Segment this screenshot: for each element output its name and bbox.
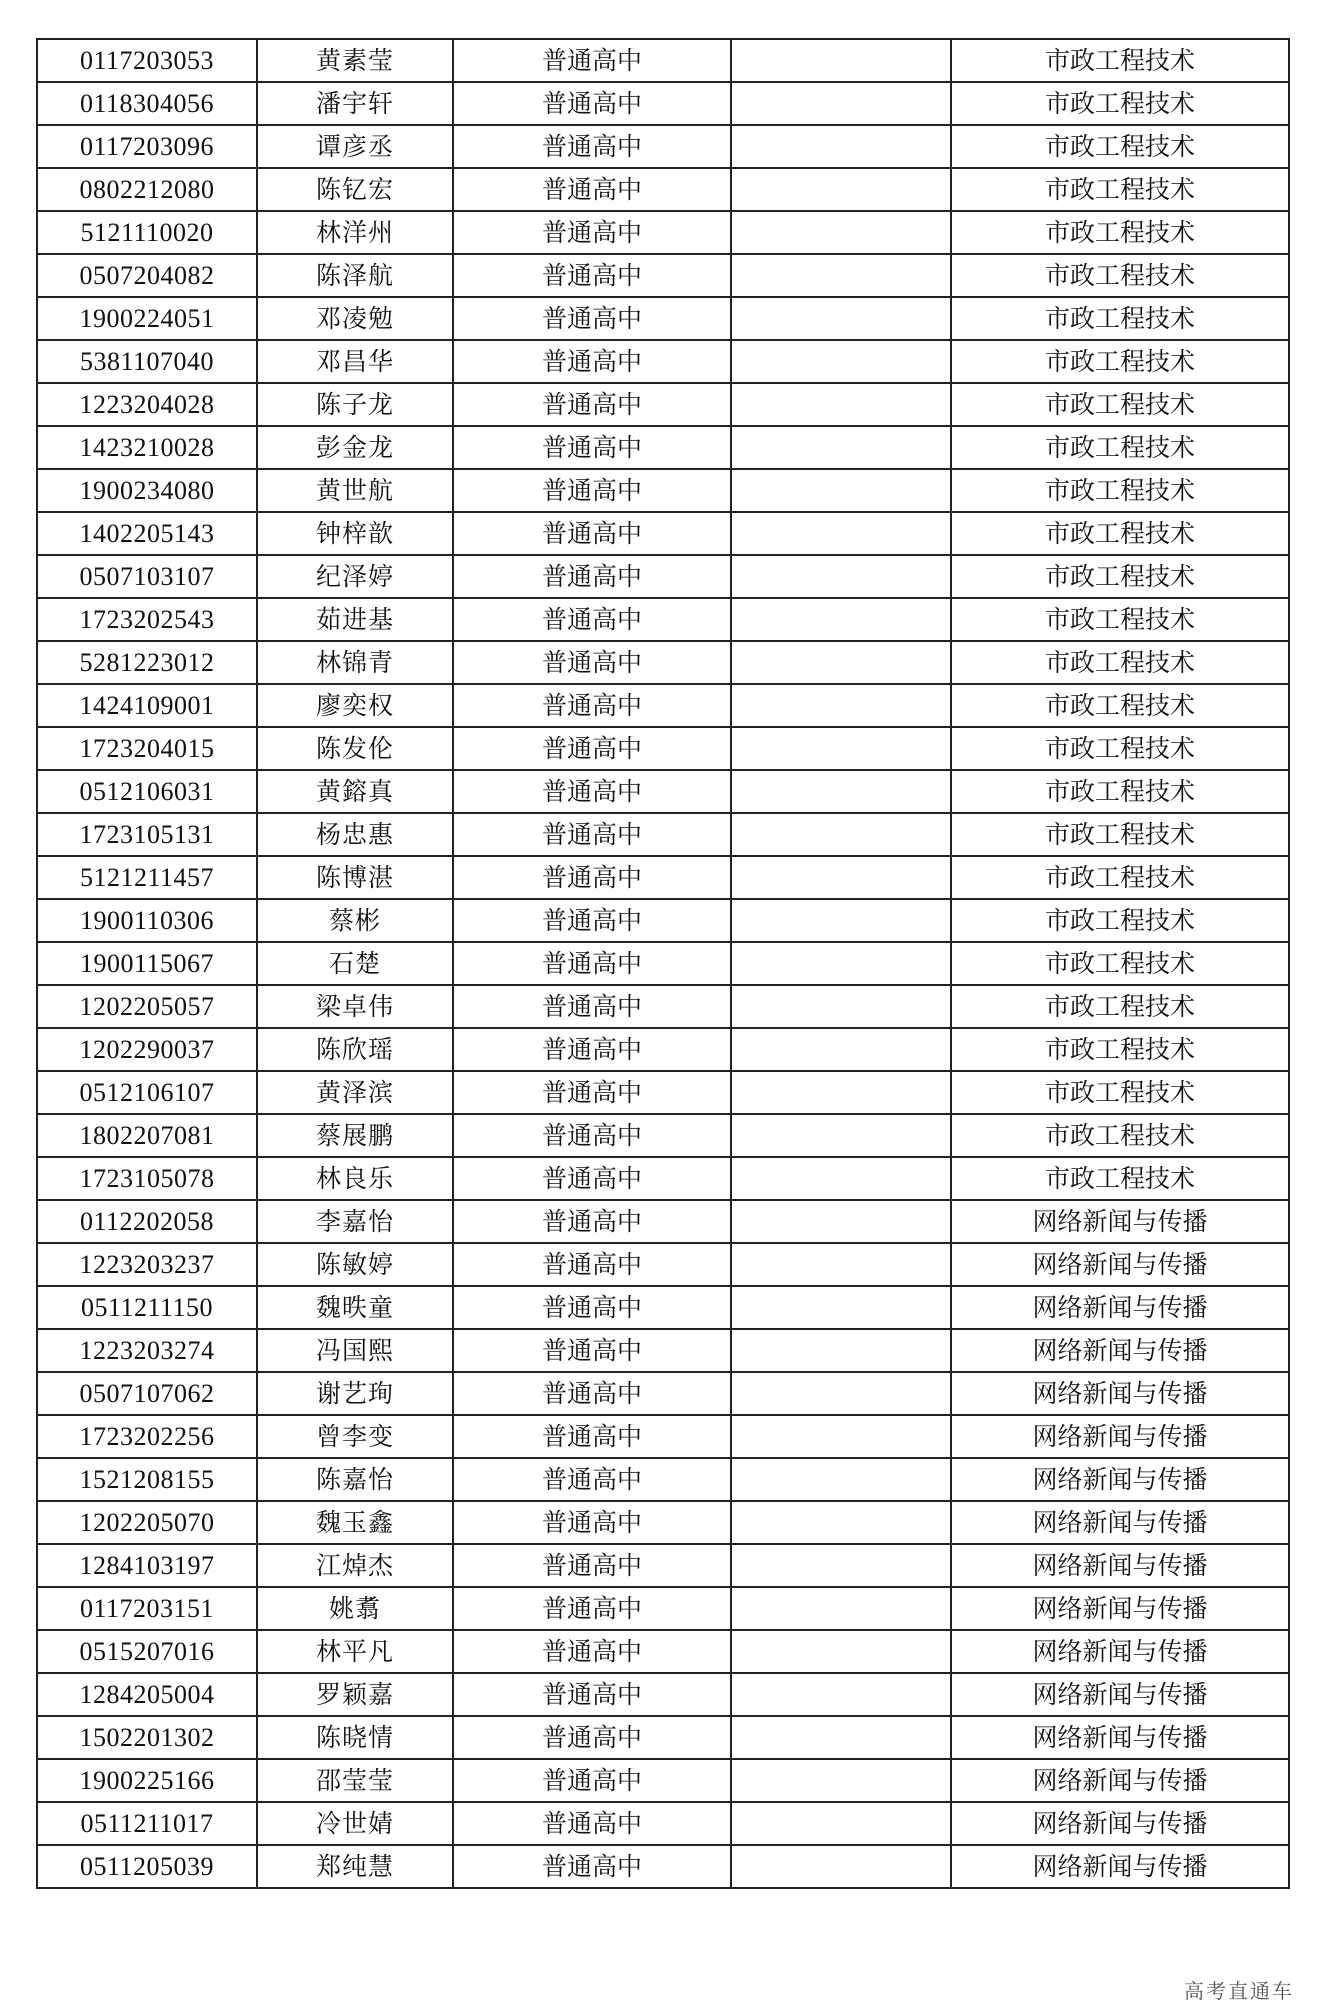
exam-id-cell: 0512106107: [37, 1071, 257, 1114]
school-type-cell: 普通高中: [453, 1458, 731, 1501]
student-name-cell: 茹进基: [257, 598, 453, 641]
blank-cell: [731, 1243, 951, 1286]
major-cell: 市政工程技术: [951, 211, 1289, 254]
blank-cell: [731, 1458, 951, 1501]
school-type-cell: 普通高中: [453, 426, 731, 469]
school-type-cell: 普通高中: [453, 39, 731, 82]
school-type-cell: 普通高中: [453, 82, 731, 125]
school-type-cell: 普通高中: [453, 770, 731, 813]
blank-cell: [731, 1028, 951, 1071]
exam-id-cell: 1900234080: [37, 469, 257, 512]
school-type-cell: 普通高中: [453, 1243, 731, 1286]
table-row: [37, 297, 1289, 340]
table-row: [37, 1114, 1289, 1157]
exam-id-cell: 1223204028: [37, 383, 257, 426]
school-type-cell: 普通高中: [453, 598, 731, 641]
major-cell: 市政工程技术: [951, 469, 1289, 512]
student-name-cell: 姚翥: [257, 1587, 453, 1630]
major-cell: 市政工程技术: [951, 641, 1289, 684]
table-row: [37, 512, 1289, 555]
exam-id-cell: 1223203237: [37, 1243, 257, 1286]
school-type-cell: 普通高中: [453, 1114, 731, 1157]
major-cell: 网络新闻与传播: [951, 1200, 1289, 1243]
table-row: [37, 641, 1289, 684]
blank-cell: [731, 856, 951, 899]
major-cell: 市政工程技术: [951, 684, 1289, 727]
table-row: [37, 856, 1289, 899]
school-type-cell: 普通高中: [453, 684, 731, 727]
exam-id-cell: 5121211457: [37, 856, 257, 899]
exam-id-cell: 1900225166: [37, 1759, 257, 1802]
watermark-text: 高考直通车: [1184, 1979, 1294, 2003]
blank-cell: [731, 1157, 951, 1200]
exam-id-cell: 1502201302: [37, 1716, 257, 1759]
major-cell: 网络新闻与传播: [951, 1630, 1289, 1673]
major-cell: 市政工程技术: [951, 426, 1289, 469]
school-type-cell: 普通高中: [453, 1372, 731, 1415]
table-row: [37, 1372, 1289, 1415]
school-type-cell: 普通高中: [453, 168, 731, 211]
blank-cell: [731, 985, 951, 1028]
exam-id-cell: 1723202543: [37, 598, 257, 641]
table-row: [37, 340, 1289, 383]
table-row: [37, 383, 1289, 426]
student-name-cell: 林锦青: [257, 641, 453, 684]
student-name-cell: 纪泽婷: [257, 555, 453, 598]
school-type-cell: 普通高中: [453, 1200, 731, 1243]
table-row: [37, 1587, 1289, 1630]
student-name-cell: 陈嘉怡: [257, 1458, 453, 1501]
blank-cell: [731, 1630, 951, 1673]
school-type-cell: 普通高中: [453, 1587, 731, 1630]
table-row: [37, 1845, 1289, 1888]
major-cell: 市政工程技术: [951, 168, 1289, 211]
blank-cell: [731, 1587, 951, 1630]
major-cell: 市政工程技术: [951, 340, 1289, 383]
school-type-cell: 普通高中: [453, 985, 731, 1028]
table-row: [37, 985, 1289, 1028]
major-cell: 市政工程技术: [951, 512, 1289, 555]
student-name-cell: 梁卓伟: [257, 985, 453, 1028]
blank-cell: [731, 125, 951, 168]
table-row: [37, 1458, 1289, 1501]
exam-id-cell: 1900110306: [37, 899, 257, 942]
school-type-cell: 普通高中: [453, 1673, 731, 1716]
student-name-cell: 陈子龙: [257, 383, 453, 426]
major-cell: 市政工程技术: [951, 770, 1289, 813]
major-cell: 市政工程技术: [951, 254, 1289, 297]
blank-cell: [731, 211, 951, 254]
table-row: [37, 1544, 1289, 1587]
table-row: [37, 1329, 1289, 1372]
major-cell: 网络新闻与传播: [951, 1759, 1289, 1802]
blank-cell: [731, 598, 951, 641]
student-name-cell: 邵莹莹: [257, 1759, 453, 1802]
student-name-cell: 李嘉怡: [257, 1200, 453, 1243]
table-row: [37, 770, 1289, 813]
blank-cell: [731, 942, 951, 985]
exam-id-cell: 0512106031: [37, 770, 257, 813]
school-type-cell: 普通高中: [453, 254, 731, 297]
major-cell: 市政工程技术: [951, 598, 1289, 641]
major-cell: 市政工程技术: [951, 813, 1289, 856]
exam-id-cell: 0507103107: [37, 555, 257, 598]
major-cell: 市政工程技术: [951, 1157, 1289, 1200]
blank-cell: [731, 168, 951, 211]
blank-cell: [731, 1329, 951, 1372]
major-cell: 市政工程技术: [951, 555, 1289, 598]
table-row: [37, 211, 1289, 254]
student-name-cell: 蔡展鹏: [257, 1114, 453, 1157]
school-type-cell: 普通高中: [453, 125, 731, 168]
major-cell: 市政工程技术: [951, 899, 1289, 942]
school-type-cell: 普通高中: [453, 813, 731, 856]
exam-id-cell: 0515207016: [37, 1630, 257, 1673]
blank-cell: [731, 426, 951, 469]
major-cell: 市政工程技术: [951, 727, 1289, 770]
student-name-cell: 林洋州: [257, 211, 453, 254]
exam-id-cell: 0112202058: [37, 1200, 257, 1243]
blank-cell: [731, 641, 951, 684]
school-type-cell: 普通高中: [453, 1802, 731, 1845]
table-row: [37, 1673, 1289, 1716]
table-row: [37, 39, 1289, 82]
student-name-cell: 钟梓歆: [257, 512, 453, 555]
exam-id-cell: 1423210028: [37, 426, 257, 469]
student-name-cell: 冷世婧: [257, 1802, 453, 1845]
major-cell: 市政工程技术: [951, 297, 1289, 340]
exam-id-cell: 1223203274: [37, 1329, 257, 1372]
school-type-cell: 普通高中: [453, 1329, 731, 1372]
exam-id-cell: 1900115067: [37, 942, 257, 985]
student-name-cell: 曾李变: [257, 1415, 453, 1458]
student-name-cell: 谭彦丞: [257, 125, 453, 168]
table-row: [37, 125, 1289, 168]
school-type-cell: 普通高中: [453, 469, 731, 512]
student-name-cell: 陈欣瑶: [257, 1028, 453, 1071]
school-type-cell: 普通高中: [453, 1071, 731, 1114]
student-name-cell: 黄世航: [257, 469, 453, 512]
exam-id-cell: 1723105078: [37, 1157, 257, 1200]
blank-cell: [731, 684, 951, 727]
table-row: [37, 426, 1289, 469]
exam-id-cell: 1202205070: [37, 1501, 257, 1544]
major-cell: 网络新闻与传播: [951, 1458, 1289, 1501]
blank-cell: [731, 254, 951, 297]
table-row: [37, 1716, 1289, 1759]
student-name-cell: 林良乐: [257, 1157, 453, 1200]
blank-cell: [731, 39, 951, 82]
table-row: [37, 813, 1289, 856]
exam-id-cell: 5381107040: [37, 340, 257, 383]
school-type-cell: 普通高中: [453, 856, 731, 899]
exam-id-cell: 0511211017: [37, 1802, 257, 1845]
major-cell: 市政工程技术: [951, 383, 1289, 426]
blank-cell: [731, 1501, 951, 1544]
blank-cell: [731, 727, 951, 770]
table-row: [37, 1071, 1289, 1114]
exam-id-cell: 5121110020: [37, 211, 257, 254]
exam-id-cell: 1202290037: [37, 1028, 257, 1071]
table-row: [37, 1028, 1289, 1071]
exam-id-cell: 0507204082: [37, 254, 257, 297]
major-cell: 市政工程技术: [951, 1071, 1289, 1114]
exam-id-cell: 1802207081: [37, 1114, 257, 1157]
exam-id-cell: 0507107062: [37, 1372, 257, 1415]
student-name-cell: 邓凌勉: [257, 297, 453, 340]
major-cell: 网络新闻与传播: [951, 1544, 1289, 1587]
exam-id-cell: 1900224051: [37, 297, 257, 340]
table-row: [37, 1415, 1289, 1458]
school-type-cell: 普通高中: [453, 1544, 731, 1587]
student-name-cell: 魏昳童: [257, 1286, 453, 1329]
exam-id-cell: 1723204015: [37, 727, 257, 770]
major-cell: 网络新闻与传播: [951, 1501, 1289, 1544]
blank-cell: [731, 813, 951, 856]
blank-cell: [731, 1200, 951, 1243]
major-cell: 网络新闻与传播: [951, 1329, 1289, 1372]
exam-id-cell: 0117203053: [37, 39, 257, 82]
table-row: [37, 598, 1289, 641]
blank-cell: [731, 1114, 951, 1157]
student-name-cell: 江焯杰: [257, 1544, 453, 1587]
student-name-cell: 陈博湛: [257, 856, 453, 899]
student-name-cell: 陈泽航: [257, 254, 453, 297]
blank-cell: [731, 1415, 951, 1458]
major-cell: 网络新闻与传播: [951, 1243, 1289, 1286]
exam-id-cell: 0511211150: [37, 1286, 257, 1329]
major-cell: 市政工程技术: [951, 82, 1289, 125]
exam-id-cell: 1723105131: [37, 813, 257, 856]
student-name-cell: 黄素莹: [257, 39, 453, 82]
major-cell: 网络新闻与传播: [951, 1415, 1289, 1458]
table-body: [37, 39, 1289, 1888]
major-cell: 网络新闻与传播: [951, 1802, 1289, 1845]
blank-cell: [731, 1845, 951, 1888]
table-row: [37, 1802, 1289, 1845]
exam-id-cell: 1202205057: [37, 985, 257, 1028]
major-cell: 市政工程技术: [951, 39, 1289, 82]
school-type-cell: 普通高中: [453, 1716, 731, 1759]
major-cell: 市政工程技术: [951, 1114, 1289, 1157]
exam-id-cell: 0802212080: [37, 168, 257, 211]
exam-id-cell: 1284205004: [37, 1673, 257, 1716]
table-row: [37, 899, 1289, 942]
student-admission-table: [36, 38, 1290, 1889]
table-row: [37, 1200, 1289, 1243]
table-row: [37, 82, 1289, 125]
blank-cell: [731, 512, 951, 555]
school-type-cell: 普通高中: [453, 1028, 731, 1071]
school-type-cell: 普通高中: [453, 1759, 731, 1802]
school-type-cell: 普通高中: [453, 641, 731, 684]
school-type-cell: 普通高中: [453, 1501, 731, 1544]
major-cell: 网络新闻与传播: [951, 1587, 1289, 1630]
school-type-cell: 普通高中: [453, 211, 731, 254]
blank-cell: [731, 899, 951, 942]
school-type-cell: 普通高中: [453, 727, 731, 770]
major-cell: 市政工程技术: [951, 1028, 1289, 1071]
school-type-cell: 普通高中: [453, 1415, 731, 1458]
blank-cell: [731, 1286, 951, 1329]
student-name-cell: 陈敏婷: [257, 1243, 453, 1286]
major-cell: 网络新闻与传播: [951, 1845, 1289, 1888]
student-name-cell: 蔡彬: [257, 899, 453, 942]
student-name-cell: 林平凡: [257, 1630, 453, 1673]
blank-cell: [731, 1673, 951, 1716]
blank-cell: [731, 340, 951, 383]
school-type-cell: 普通高中: [453, 1630, 731, 1673]
blank-cell: [731, 1372, 951, 1415]
student-name-cell: 黄鎔真: [257, 770, 453, 813]
student-name-cell: 彭金龙: [257, 426, 453, 469]
school-type-cell: 普通高中: [453, 1286, 731, 1329]
school-type-cell: 普通高中: [453, 297, 731, 340]
school-type-cell: 普通高中: [453, 512, 731, 555]
table-row: [37, 168, 1289, 211]
student-name-cell: 杨忠惠: [257, 813, 453, 856]
student-name-cell: 廖奕权: [257, 684, 453, 727]
student-name-cell: 潘宇轩: [257, 82, 453, 125]
blank-cell: [731, 555, 951, 598]
table-row: [37, 727, 1289, 770]
major-cell: 市政工程技术: [951, 856, 1289, 899]
exam-id-cell: 1521208155: [37, 1458, 257, 1501]
table-row: [37, 1157, 1289, 1200]
table-row: [37, 942, 1289, 985]
major-cell: 网络新闻与传播: [951, 1716, 1289, 1759]
table-row: [37, 254, 1289, 297]
school-type-cell: 普通高中: [453, 340, 731, 383]
student-name-cell: 谢艺珣: [257, 1372, 453, 1415]
blank-cell: [731, 1071, 951, 1114]
exam-id-cell: 1723202256: [37, 1415, 257, 1458]
exam-id-cell: 0118304056: [37, 82, 257, 125]
student-name-cell: 石楚: [257, 942, 453, 985]
exam-id-cell: 1402205143: [37, 512, 257, 555]
school-type-cell: 普通高中: [453, 555, 731, 598]
student-name-cell: 冯国熙: [257, 1329, 453, 1372]
blank-cell: [731, 1544, 951, 1587]
student-name-cell: 陈发伦: [257, 727, 453, 770]
blank-cell: [731, 1716, 951, 1759]
major-cell: 网络新闻与传播: [951, 1673, 1289, 1716]
table-row: [37, 1501, 1289, 1544]
student-name-cell: 陈钇宏: [257, 168, 453, 211]
student-name-cell: 邓昌华: [257, 340, 453, 383]
blank-cell: [731, 82, 951, 125]
major-cell: 市政工程技术: [951, 125, 1289, 168]
blank-cell: [731, 383, 951, 426]
exam-id-cell: 0117203151: [37, 1587, 257, 1630]
student-name-cell: 黄泽滨: [257, 1071, 453, 1114]
major-cell: 网络新闻与传播: [951, 1372, 1289, 1415]
table-row: [37, 684, 1289, 727]
school-type-cell: 普通高中: [453, 942, 731, 985]
exam-id-cell: 0511205039: [37, 1845, 257, 1888]
blank-cell: [731, 297, 951, 340]
blank-cell: [731, 770, 951, 813]
school-type-cell: 普通高中: [453, 1845, 731, 1888]
school-type-cell: 普通高中: [453, 899, 731, 942]
table-row: [37, 1759, 1289, 1802]
major-cell: 网络新闻与传播: [951, 1286, 1289, 1329]
exam-id-cell: 1424109001: [37, 684, 257, 727]
school-type-cell: 普通高中: [453, 383, 731, 426]
blank-cell: [731, 469, 951, 512]
major-cell: 市政工程技术: [951, 942, 1289, 985]
table-row: [37, 469, 1289, 512]
student-name-cell: 魏玉鑫: [257, 1501, 453, 1544]
blank-cell: [731, 1759, 951, 1802]
student-name-cell: 陈晓情: [257, 1716, 453, 1759]
table-row: [37, 1243, 1289, 1286]
table-row: [37, 1286, 1289, 1329]
exam-id-cell: 0117203096: [37, 125, 257, 168]
student-name-cell: 郑纯慧: [257, 1845, 453, 1888]
exam-id-cell: 1284103197: [37, 1544, 257, 1587]
school-type-cell: 普通高中: [453, 1157, 731, 1200]
table-row: [37, 1630, 1289, 1673]
table-row: [37, 555, 1289, 598]
exam-id-cell: 5281223012: [37, 641, 257, 684]
student-name-cell: 罗颖嘉: [257, 1673, 453, 1716]
blank-cell: [731, 1802, 951, 1845]
major-cell: 市政工程技术: [951, 985, 1289, 1028]
